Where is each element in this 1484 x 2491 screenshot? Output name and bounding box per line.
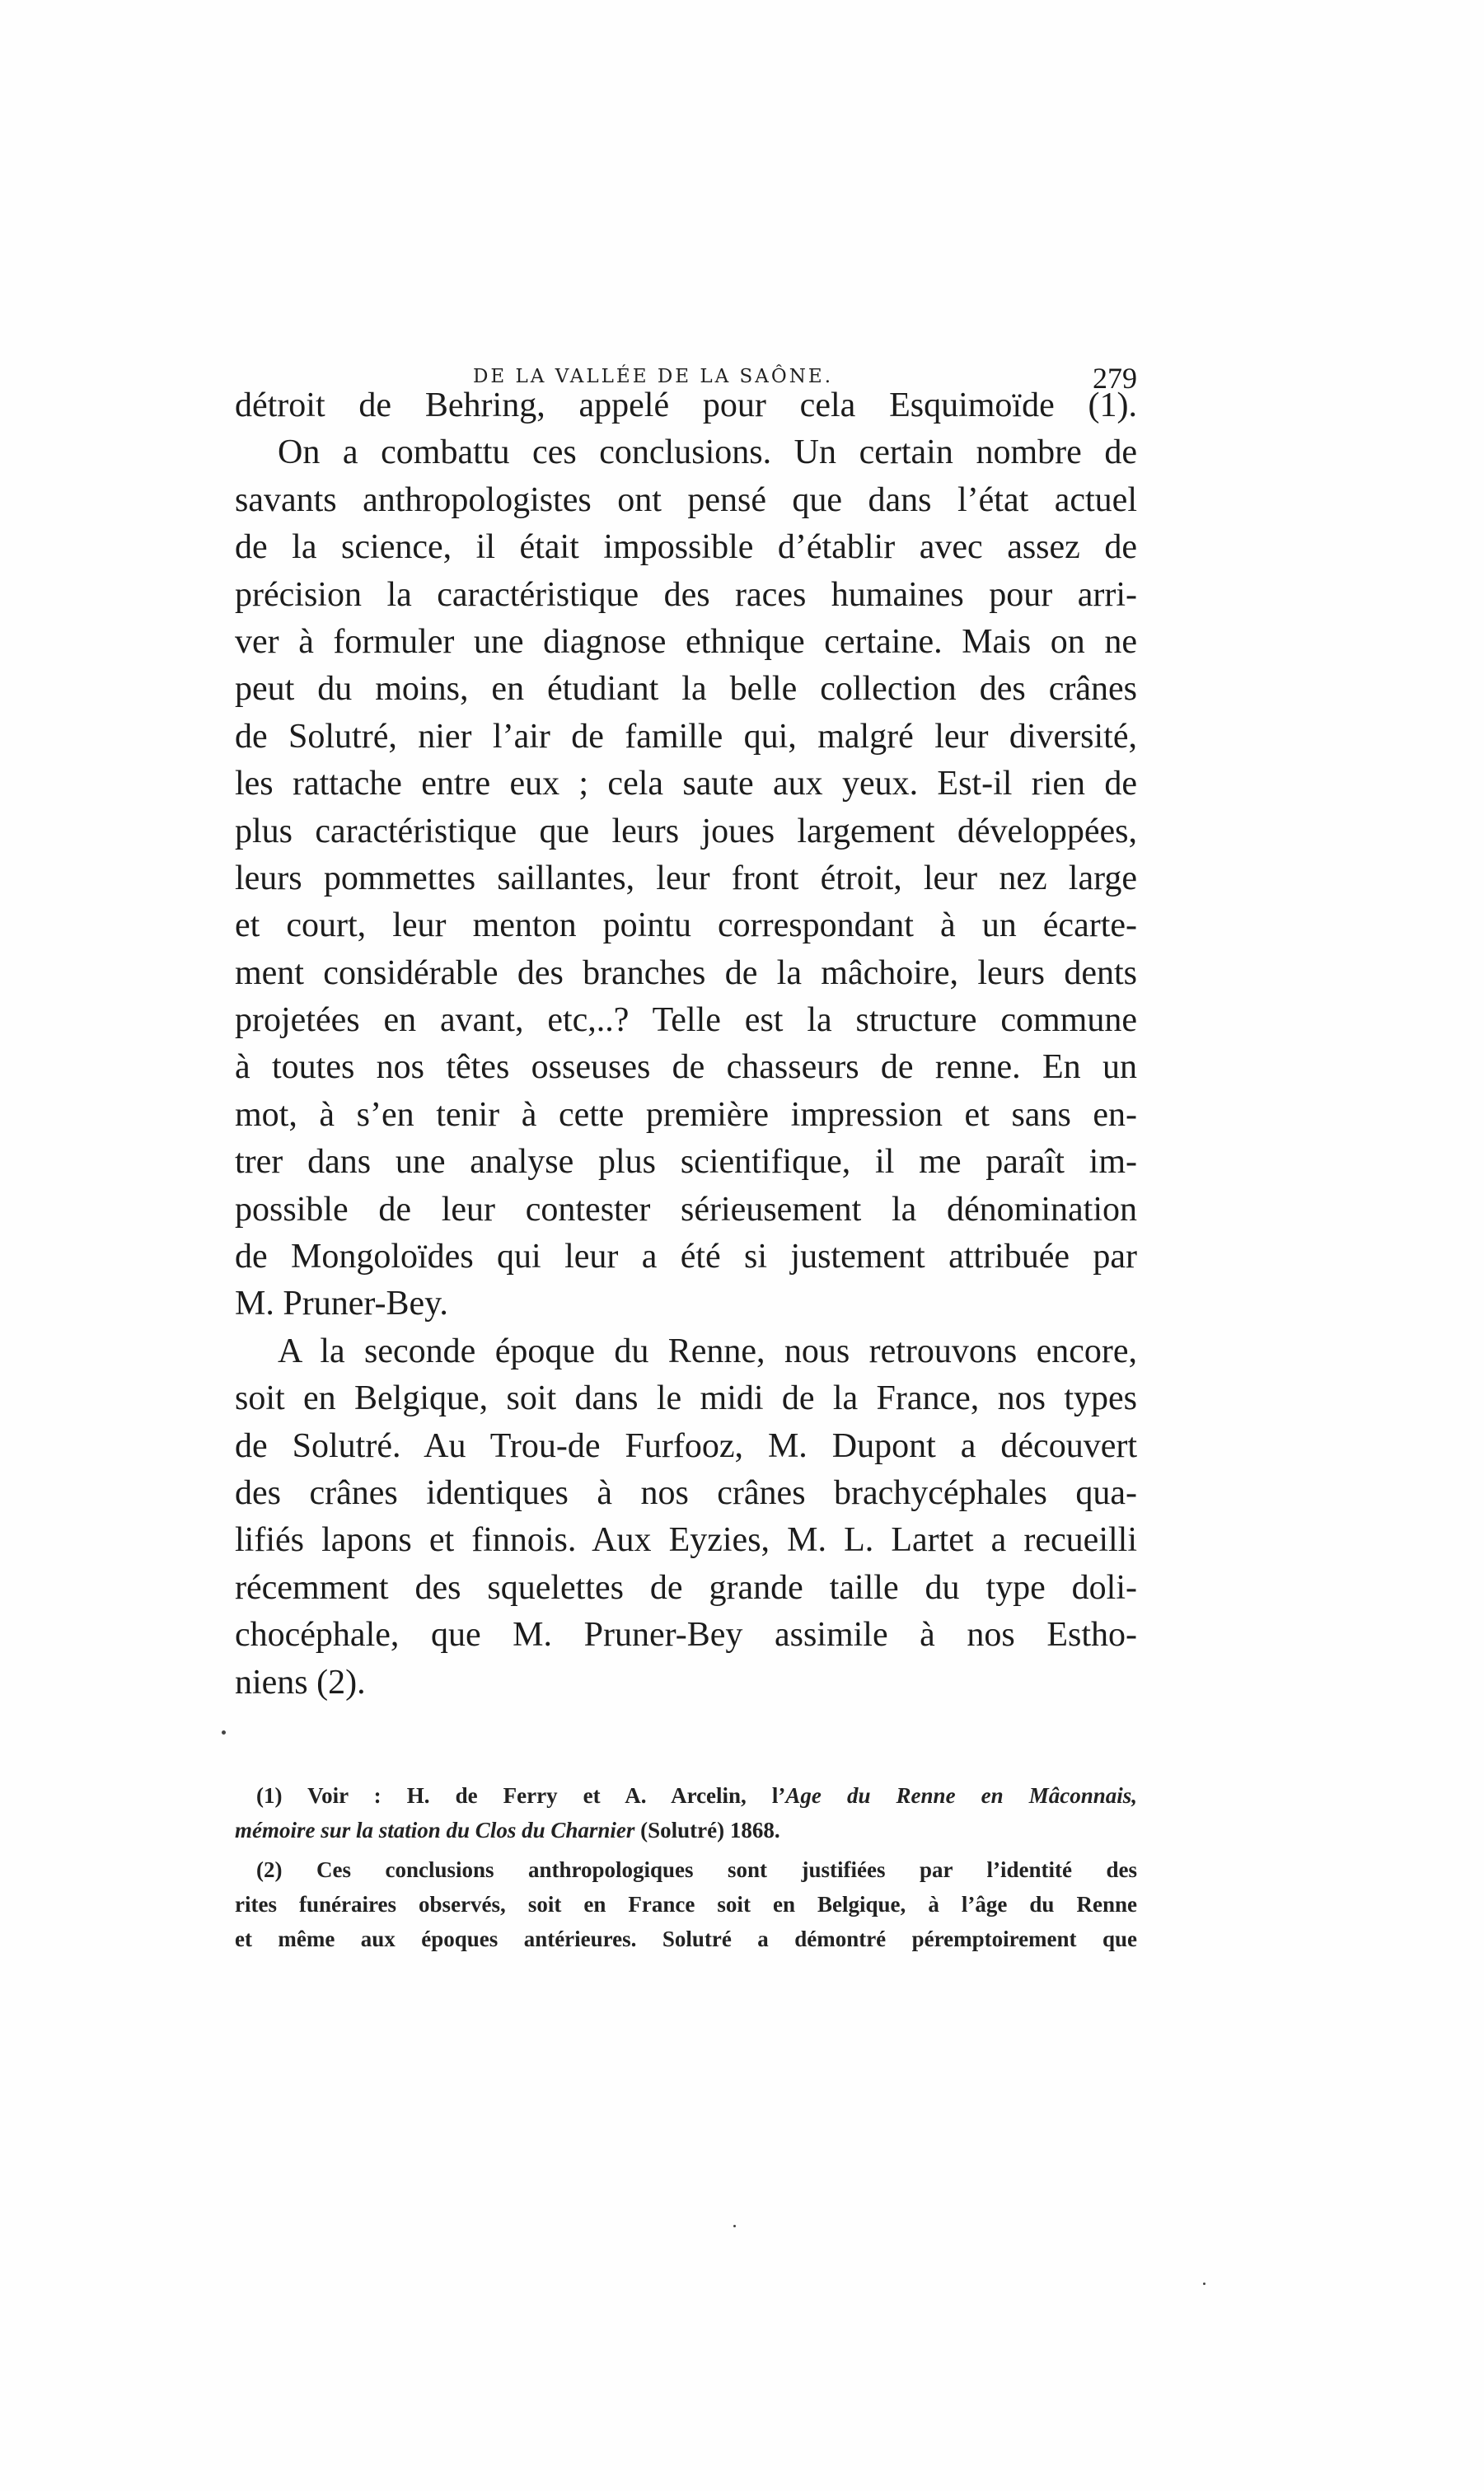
- text-line: des crânes identiques à nos crânes brachycéphales qua-: [235, 1473, 1137, 1512]
- text-line: de la science, il était impossible d’établir avec assez de: [235, 528, 1137, 567]
- text-line: de Solutré. Au Trou-de Furfooz, M. Dupont a découvert: [235, 1426, 1137, 1465]
- text-line: On a combattu ces conclusions. Un certain nombre de: [278, 433, 1137, 472]
- body-text: [235, 382, 1137, 1707]
- footnote-2: [235, 1852, 1137, 1956]
- text-line: leurs pommettes saillantes, leur front étroit, leur nez large: [235, 859, 1137, 897]
- text-line: détroit de Behring, appelé pour cela Esquimoïde (1).: [235, 386, 1137, 424]
- footnote-1: [235, 1778, 1137, 1847]
- text-line: à toutes nos têtes osseuses de chasseurs de renne. En un: [235, 1048, 1137, 1087]
- text-line: peut du moins, en étudiant la belle collection des crânes: [235, 670, 1137, 709]
- footnote-line: rites funéraires observés, soit en France soit en Belgique, à l’âge du Renne: [235, 1892, 1137, 1917]
- text-line: de Solutré, nier l’air de famille qui, malgré leur diversité,: [235, 717, 1137, 756]
- footnote-italic-title: Age du Renne en Mâconnais,: [785, 1783, 1137, 1808]
- text-line: soit en Belgique, soit dans le midi de la France, nos types: [235, 1379, 1137, 1418]
- text-line: M. Pruner-Bey.: [235, 1285, 448, 1323]
- footnote-line: [235, 1778, 1137, 1813]
- text-line: chocéphale, que M. Pruner-Bey assimile à nos Estho-: [235, 1616, 1137, 1655]
- text-line: précision la caractéristique des races humaines pour arri-: [235, 575, 1137, 614]
- text-line: projetées en avant, etc,..? Telle est la structure commune: [235, 1001, 1137, 1040]
- footnotes: [235, 1778, 1137, 1956]
- running-title: DE LA VALLÉE DE LA SAÔNE.: [472, 366, 833, 387]
- footnote-line: et même aux époques antérieures. Solutré a démontré péremptoirement que: [235, 1927, 1137, 1951]
- text-line: mot, à s’en tenir à cette première impression et sans en-: [235, 1095, 1137, 1134]
- page-number: 279: [1093, 362, 1137, 395]
- scan-speck: [733, 2225, 736, 2227]
- footnote-text: (Solutré) 1868.: [634, 1818, 780, 1842]
- footnote-text: (1) Voir : H. de Ferry et A. Arcelin, l’: [256, 1783, 786, 1808]
- text-line: et court, leur menton pointu correspondant à un écarte-: [235, 906, 1137, 945]
- scan-speck: [222, 1730, 226, 1735]
- text-line: trer dans une analyse plus scientifique, il me paraît im-: [235, 1143, 1137, 1182]
- text-line: les rattache entre eux ; cela saute aux yeux. Est-il rien de: [235, 765, 1137, 803]
- text-line: récemment des squelettes de grande taille du type doli-: [235, 1568, 1137, 1607]
- text-line: plus caractéristique que leurs joues largement développées,: [235, 812, 1137, 850]
- text-line: savants anthropologistes ont pensé que dans l’état actuel: [235, 480, 1137, 519]
- text-line: ment considérable des branches de la mâchoire, leurs dents: [235, 953, 1137, 992]
- text-line: ver à formuler une diagnose ethnique certaine. Mais on ne: [235, 622, 1137, 661]
- text-line: possible de leur contester sérieusement la dénomination: [235, 1190, 1137, 1229]
- text-line: niens (2).: [235, 1663, 366, 1702]
- text-line: lifiés lapons et finnois. Aux Eyzies, M. L. Lartet a recueilli: [235, 1521, 1137, 1560]
- text-line: A la seconde époque du Renne, nous retrouvons encore,: [278, 1332, 1137, 1370]
- scan-speck: [1203, 2283, 1205, 2285]
- text-line: de Mongoloïdes qui leur a été si justement attribuée par: [235, 1238, 1137, 1276]
- footnote-italic-title: mémoire sur la station du Clos du Charnier: [235, 1818, 635, 1842]
- footnote-line: [235, 1813, 1137, 1847]
- footnote-line: (2) Ces conclusions anthropologiques sont justifiées par l’identité des: [256, 1857, 1137, 1882]
